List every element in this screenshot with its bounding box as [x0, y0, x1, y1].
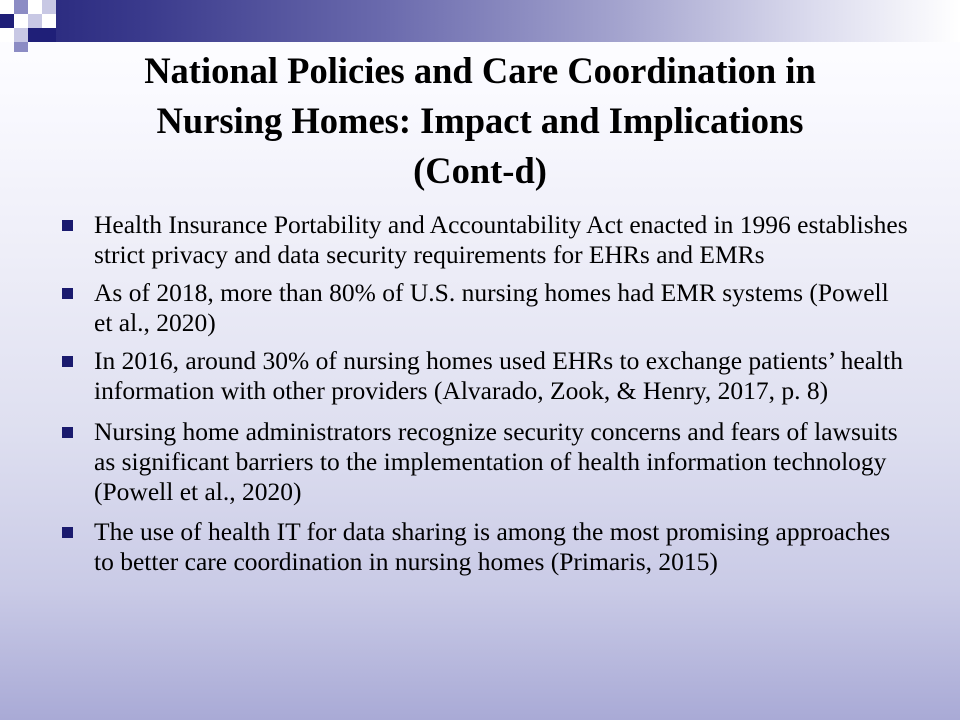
bullet-list: [58, 210, 908, 577]
bullet-text: In 2016, around 30% of nursing homes used EHRs to exchange patients’ health information with other providers (Alvarado, Zook, & Henry, 2017, p. 8): [94, 346, 903, 405]
slide-title: [40, 46, 920, 196]
bullet-item: [58, 210, 908, 270]
square-bullet-icon: [62, 427, 73, 438]
bullet-text: The use of health IT for data sharing is among the most promising approaches to better care coordination in nursing homes (Primaris, 2015): [94, 517, 891, 576]
title-line-1: National Policies and Care Coordination in: [144, 50, 816, 91]
title-line-3: (Cont-d): [413, 150, 547, 191]
square-bullet-icon: [62, 356, 73, 367]
bullet-text: As of 2018, more than 80% of U.S. nursing homes had EMR systems (Powell et al., 2020): [94, 278, 889, 337]
square-bullet-icon: [62, 527, 73, 538]
square-bullet-icon: [62, 288, 73, 299]
bullet-item: [58, 417, 908, 507]
bullet-item: [58, 346, 908, 406]
square-bullet-icon: [62, 220, 73, 231]
bullet-text: Nursing home administrators recognize security concerns and fears of lawsuits as significant barriers to the implementation of health information technology (Powell et al., 2020): [94, 417, 898, 506]
bullet-text: Health Insurance Portability and Accountability Act enacted in 1996 establishes strict privacy and data security requirements for EHRs and EMRs: [94, 210, 908, 269]
header-decoration-band: [0, 0, 960, 42]
title-line-2: Nursing Homes: Impact and Implications: [156, 100, 804, 141]
bullet-item: [58, 517, 908, 577]
bullet-item: [58, 278, 908, 338]
